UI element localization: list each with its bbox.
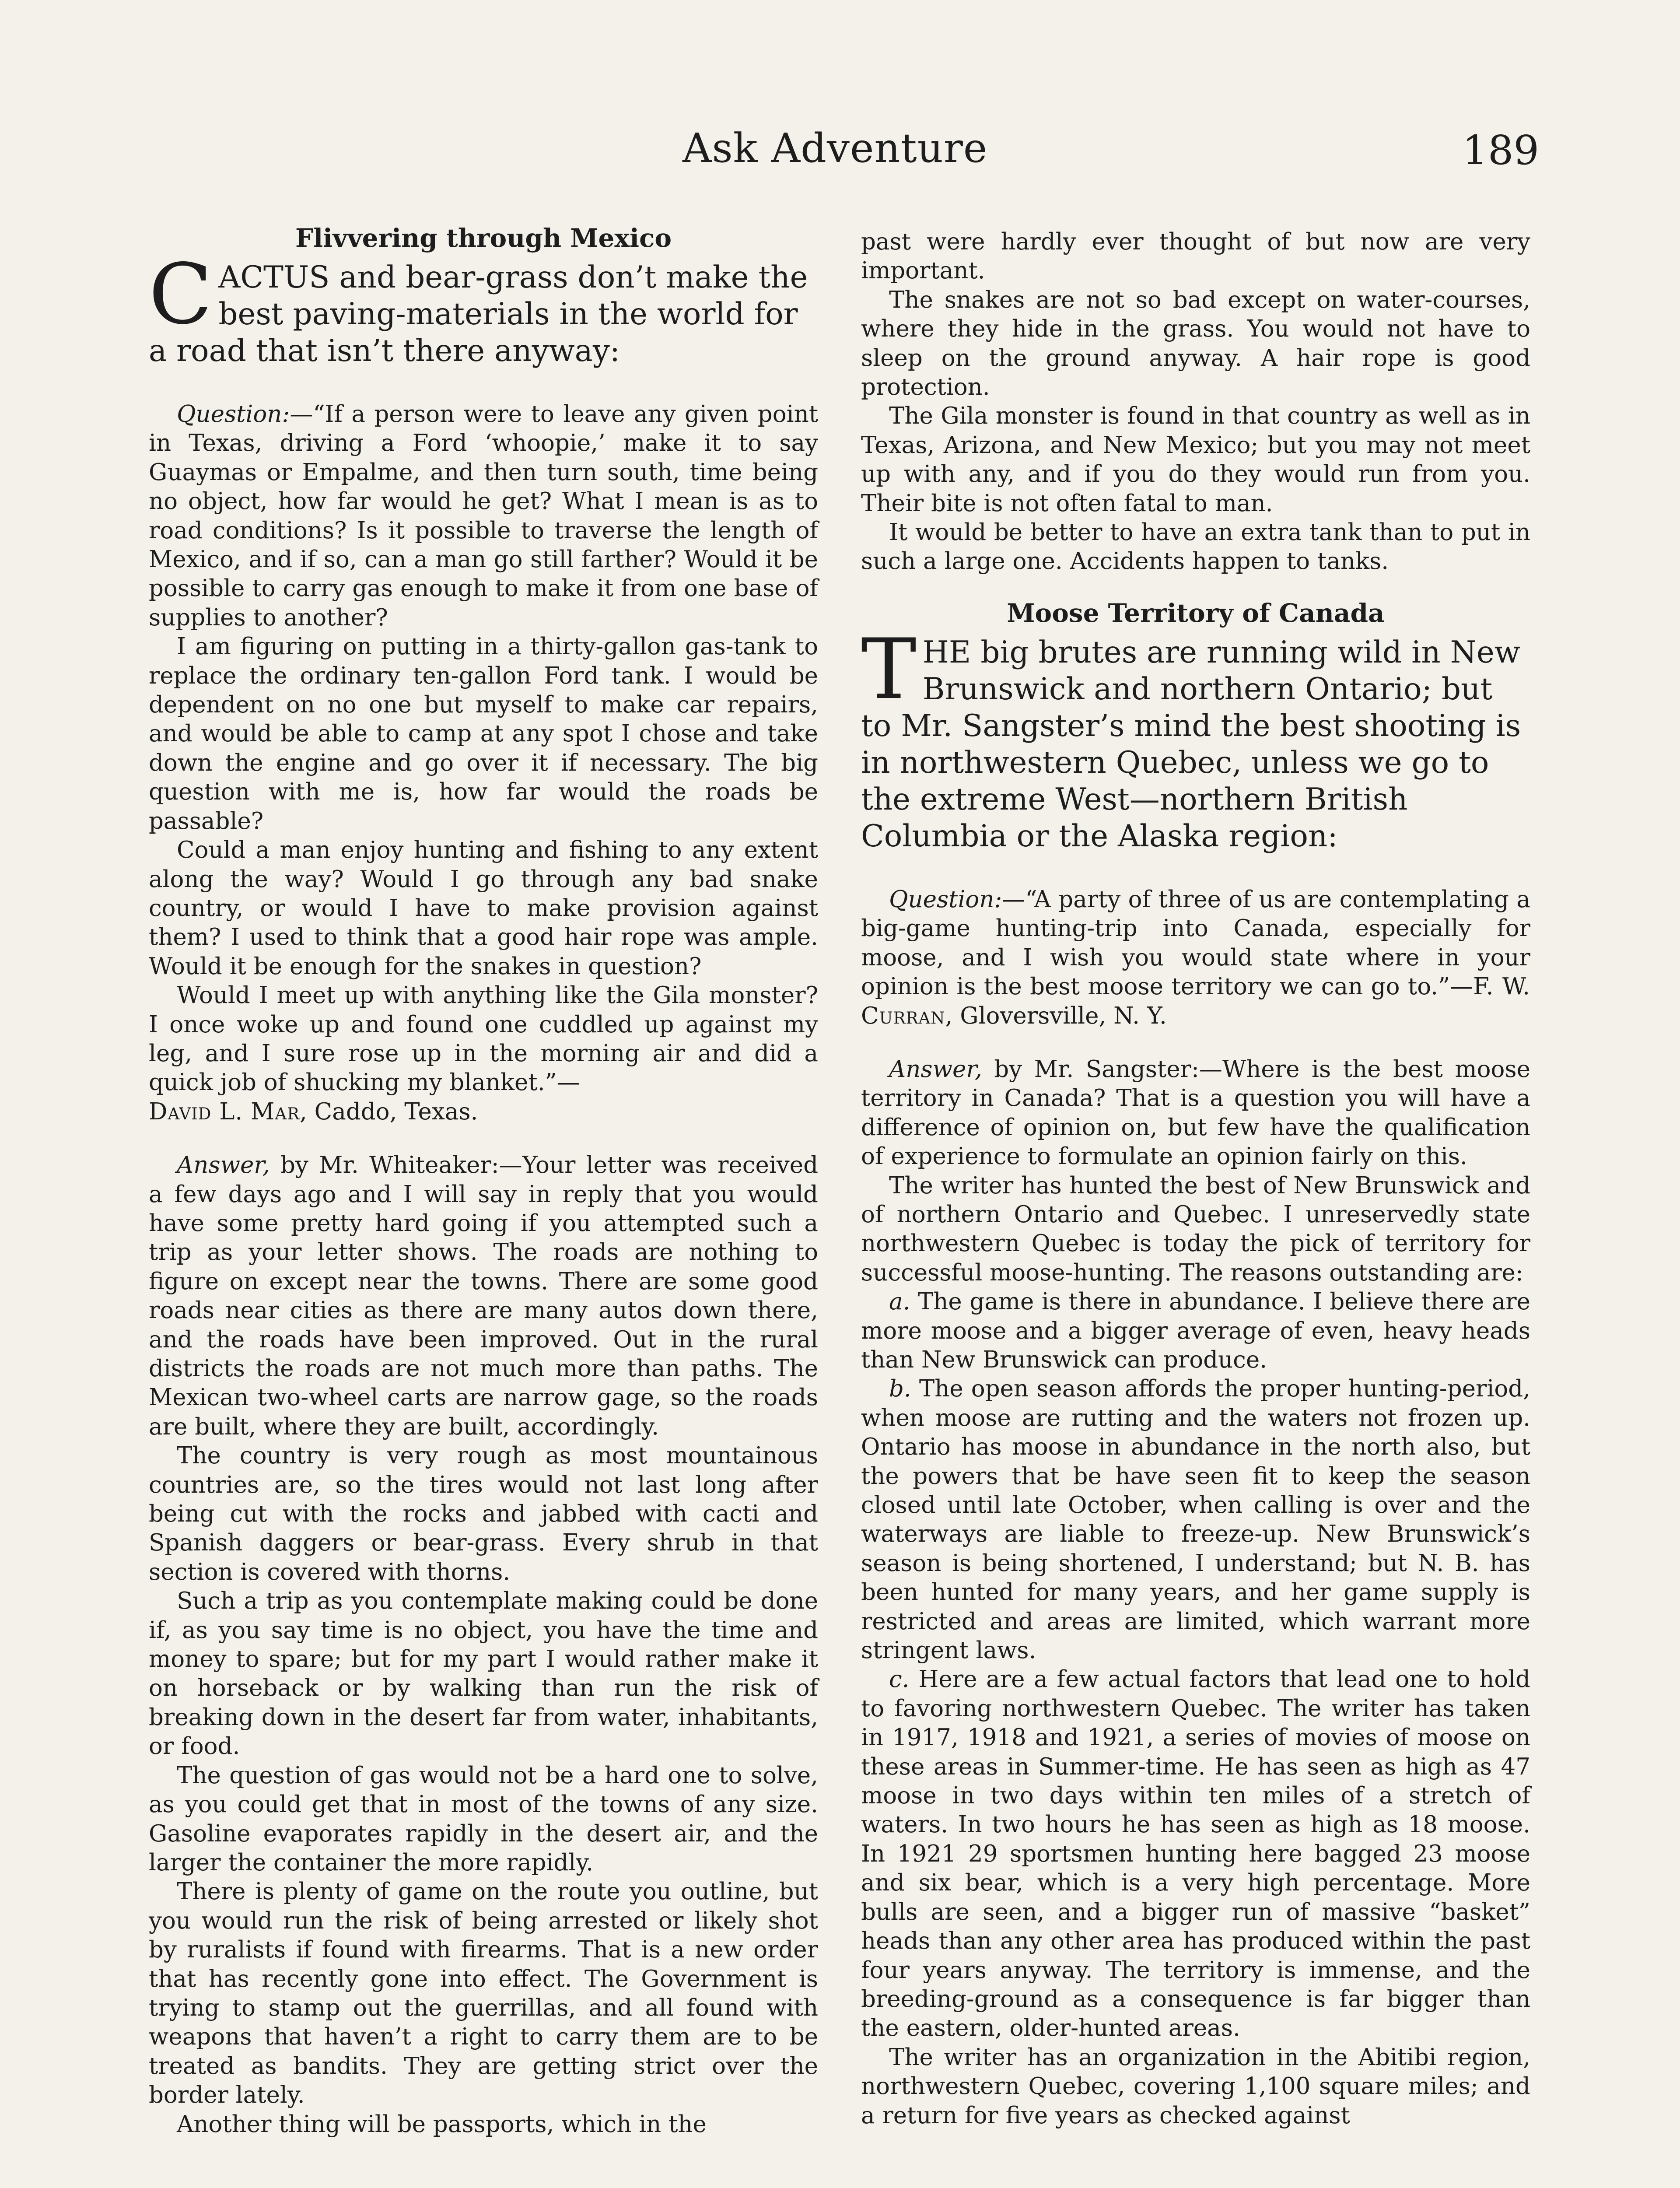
paragraph: The writer has hunted the best of New Brunswick and of northern Ontario and Quebec. I unreservedly state northwestern Quebec is today the pick of territory for successful moose-hunting. The reasons outstanding are: (861, 1172, 1530, 1286)
running-header-title: Ask Adventure (682, 125, 988, 172)
signature-name: David L. Mar (149, 1098, 300, 1125)
left-column (149, 223, 818, 2139)
question-label: Question: (889, 886, 1002, 913)
intro-moose (861, 621, 1530, 855)
answer-paragraph (149, 1151, 818, 1441)
paragraph-text: by Mr. Sangster:—Where is the best moose territory in Canada? That is a question you will have a difference of opinion on, but few have the qualification of experience to formulate an opinion fairly on this. (861, 1055, 1530, 1170)
reason-text: The open season affords the proper hunting-period, when moose are rutting and the waters not frozen up. Ontario has moose in abundance in the north also, but the powers that be have seen fit to keep the season closed until late October, when calling is over and the waterways are liable to freeze-up. New Brunswick’s season is being shortened, I understand; but N. B. has been hunted for many years, and her game supply is restricted and areas are limited, which warrant more stringent laws. (861, 1375, 1530, 1664)
paragraph: There is plenty of game on the route you outline, but you would run the risk of being arrested or likely shot by ruralists if found with firearms. That is a new order that has recently gone into effect. The Government is trying to stamp out the guerrillas, and all found with weapons that haven’t a right to carry them are to be treated as bandits. They are getting strict over the border lately. (149, 1878, 818, 2109)
question-label: Question: (177, 401, 290, 428)
paragraph: The Gila monster is found in that country as well as in Texas, Arizona, and New Mexico; but you may not meet up with any, and if you do they would run from you. Their bite is not often fatal to man. (861, 403, 1530, 517)
section-heading-mexico: Flivvering through Mexico (295, 223, 672, 253)
paragraph: The country is very rough as most mountainous countries are, so the tires would not last long after being cut with the rocks and jabbed with cacti and Spanish daggers or bear-grass. Every shrub in that section is covered with thorns. (149, 1442, 818, 1585)
paragraph (149, 981, 818, 1126)
paragraph: I am figuring on putting in a thirty-gallon gas-tank to replace the ordinary ten-gallon Ford tank. I would be dependent on no one but myself to make car repairs, and would be able to camp at any spot I chose and take down the engine and go over it if necessary. The big question with me is, how far would the roads be passable? (149, 633, 818, 835)
question-paragraph (861, 885, 1530, 1031)
answer-label: Answer, (177, 1152, 270, 1179)
reason-item (861, 1665, 1530, 2043)
paragraph: Another thing will be passports, which in the (177, 2111, 707, 2138)
paragraph-text: Would I meet up with anything like the Gila monster? I once woke up and found one cuddled up against my leg, and I sure rose up in the morning air and did a quick job of shucking my blanket.”— (149, 982, 818, 1096)
signature-place: , Caddo, Texas. (299, 1098, 478, 1125)
reason-letter: a. (889, 1288, 910, 1315)
question-paragraph (149, 400, 818, 632)
paragraph: past were hardly ever thought of but now are very important. (861, 228, 1530, 284)
drop-cap: T (861, 621, 917, 718)
paragraph-text: —“A party of three of us are contemplating a big-game hunting-trip into Canada, especially for moose, and I wish you would state where in your opinion is the best moose territory we can go to.”— (861, 886, 1530, 1000)
answer-paragraph (861, 1055, 1530, 1171)
reason-letter: b. (889, 1375, 911, 1403)
intro-mexico (149, 246, 818, 369)
reason-item (861, 1375, 1530, 1665)
paragraph: The question of gas would not be a hard one to solve, as you could get that in most of the towns of any size. Gasoline evaporates rapidly in the desert air, and the larger the container the more rapidly. (149, 1762, 818, 1876)
paragraph: Such a trip as you contemplate making could be done if, as you say time is no object, you have the time and money to spare; but for my part I would rather make it on horseback or by walking than run the risk of breaking down in the desert far from water, inhabitants, or food. (149, 1588, 818, 1760)
section-heading-moose: Moose Territory of Canada (1007, 598, 1385, 628)
paragraph: It would be better to have an extra tank than to put in such a large one. Accidents happen to tanks. (861, 519, 1530, 575)
signature-place: , Gloversville, N. Y. (945, 1002, 1167, 1029)
paragraph: Could a man enjoy hunting and fishing to any extent along the way? Would I go through any bad snake country, or would I have to make provision against them? I used to think that a good hair rope was ample. Would it be enough for the snakes in question? (149, 837, 818, 980)
intro-text: HE big brutes are running wild in New Brunswick and northern Ontario; but to Mr. Sangster’s mind the best shooting is in northwestern Quebec, unless we go to the extreme West—northern British Columbia or the Alaska region: (861, 635, 1521, 854)
reason-item (861, 1287, 1530, 1375)
reason-text: Here are a few actual factors that lead one to hold to favoring northwestern Quebec. The writer has taken in 1917, 1918 and 1921, a series of movies of moose on these areas in Summer-time. He has seen as high as 47 moose in two days within ten miles of a stretch of waters. In two hours he has seen as high as 18 moose. In 1921 29 sportsmen hunting here bagged 23 moose and six bear, which is a very high percentage. More bulls are seen, and a bigger run of massive “basket” heads than any other area has produced within the past four years anyway. The territory is immense, and the breeding-ground as a consequence is far bigger than the eastern, older-hunted areas. (861, 1666, 1530, 2042)
paragraph: The writer has an organization in the Abitibi region, northwestern Quebec, covering 1,100 square miles; and a return for five years as checked against (861, 2044, 1530, 2129)
page-number: 189 (1462, 127, 1539, 174)
right-column (861, 228, 1530, 2130)
paragraph-text: —“If a person were to leave any given point in Texas, driving a Ford ‘whoopie,’ make it to say Guaymas or Empalme, and then turn south, time being no object, how far would he get? What I mean is as to road conditions? Is it possible to traverse the length of Mexico, and if so, can a man go still farther? Would it be possible to carry gas enough to make it from one base of supplies to another? (149, 401, 818, 631)
answer-label: Answer, (889, 1055, 982, 1083)
reason-text: The game is there in abundance. I believe there are more moose and a bigger average of even, heavy heads than New Brunswick can produce. (861, 1288, 1530, 1373)
paragraph-text: by Mr. Whiteaker:—Your letter was received a few days ago and I will say in reply that you would have some pretty hard going if you attempted such a trip as your letter shows. The roads are nothing to figure on except near the towns. There are some good roads near cities as there are many autos down there, and the roads have been improved. Out in the rural districts the roads are not much more than paths. The Mexican two-wheel carts are narrow gage, so the roads are built, where they are built, accordingly. (149, 1152, 818, 1440)
drop-cap: C (149, 246, 213, 343)
signature-name: F. W. Curran (861, 973, 1530, 1029)
paragraph: The snakes are not so bad except on water-courses, where they hide in the grass. You would not have to sleep on the ground anyway. A hair rope is good protection. (861, 286, 1530, 401)
intro-text: ACTUS and bear-grass don’t make the best paving-materials in the world for a road that isn’t there anyway: (149, 260, 808, 368)
reason-letter: c. (889, 1666, 910, 1693)
